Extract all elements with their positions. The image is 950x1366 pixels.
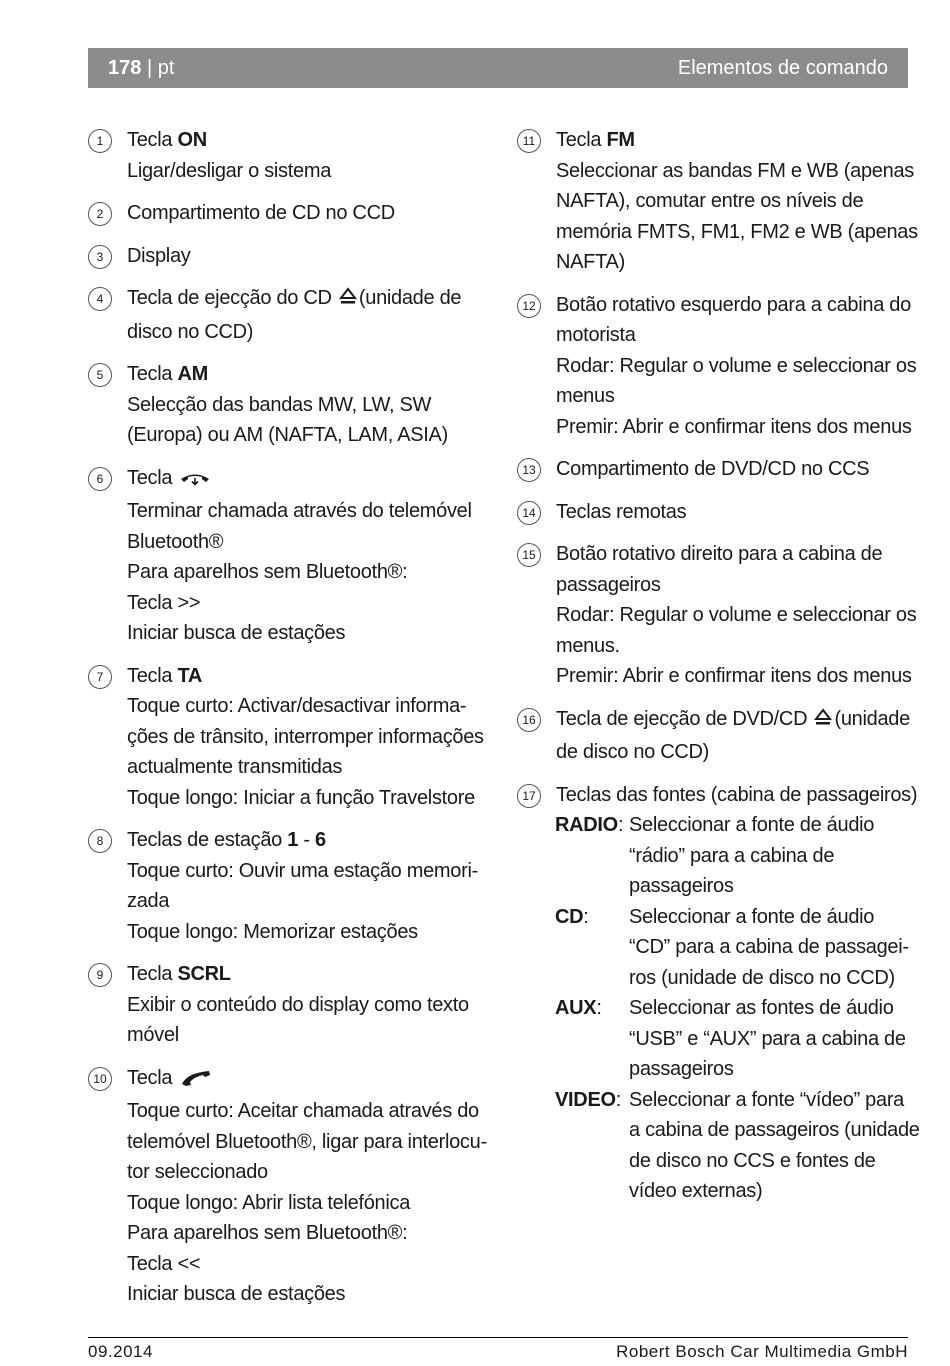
item-number: 8	[88, 829, 112, 853]
item-title: Botão rotativo direito para a cabina de	[556, 543, 883, 565]
item-text: ros (unidade de disco no CCD)	[629, 966, 895, 989]
item-title	[127, 959, 488, 990]
list-item	[88, 661, 488, 814]
key-name: RADIO	[555, 814, 618, 836]
item-text: menus	[556, 385, 615, 407]
item-number: 14	[517, 501, 541, 525]
item-number: 11	[517, 129, 541, 153]
item-number: 12	[517, 294, 541, 318]
key-name: AUX	[555, 997, 597, 1019]
item-text: Seleccionar a fonte de áudio	[629, 814, 875, 836]
list-item	[517, 290, 917, 443]
item-title	[127, 825, 488, 856]
definition-value	[629, 810, 917, 902]
item-number: 3	[88, 245, 112, 269]
item-text: Tecla	[127, 963, 178, 985]
key-name: TA	[177, 664, 203, 687]
definition-key	[555, 902, 629, 994]
item-text: (unidade de	[358, 287, 462, 309]
definition-aux	[555, 993, 917, 1085]
item-text: móvel	[127, 1024, 179, 1046]
item-text: tor seleccionado	[127, 1161, 268, 1183]
item-text: Tecla	[127, 363, 178, 385]
item-number: 16	[517, 708, 541, 732]
item-text: vídeo externas)	[629, 1180, 763, 1202]
key-name: VIDEO	[555, 1088, 616, 1111]
item-text: Tecla de ejecção de DVD/CD	[556, 707, 813, 730]
item-text: passageiros	[629, 1058, 734, 1080]
list-item	[517, 704, 917, 768]
item-number: 5	[88, 363, 112, 387]
key-colon: :	[596, 997, 602, 1019]
list-item	[88, 241, 488, 272]
definition-key	[555, 810, 629, 902]
item-title	[127, 1063, 488, 1097]
list-item	[88, 283, 488, 347]
item-title: Botão rotativo esquerdo para a cabina do	[556, 293, 911, 316]
item-title	[127, 661, 488, 692]
item-number: 10	[88, 1067, 112, 1091]
item-text: Tecla	[127, 466, 178, 489]
phone-hangup-icon	[179, 466, 211, 497]
item-text: Tecla >>	[127, 591, 201, 614]
item-text: “USB” e “AUX” para a cabina de	[629, 1027, 906, 1050]
item-number: 17	[517, 784, 541, 808]
item-text: Toque longo: Abrir lista telefónica	[127, 1191, 411, 1214]
definition-value	[629, 902, 917, 994]
page-number-group	[108, 57, 174, 80]
item-text: memória FMTS, FM1, FM2 e WB (apenas	[556, 220, 918, 243]
key-colon: :	[617, 814, 624, 836]
item-text: Tecla	[127, 129, 178, 151]
item-number: 7	[88, 665, 112, 689]
item-text: Teclas de estação	[127, 829, 288, 851]
item-text: Toque longo: Memorizar estações	[127, 920, 418, 943]
item-title	[556, 704, 917, 738]
definition-video	[555, 1085, 920, 1207]
item-text: “rádio” para a cabina de	[629, 844, 835, 867]
item-title: Compartimento de CD no CCD	[127, 202, 395, 224]
key-name: 6	[314, 829, 326, 851]
footer-divider	[88, 1337, 908, 1338]
list-item	[517, 780, 920, 1207]
item-text: NAFTA), comutar entre os níveis de	[556, 190, 864, 212]
item-text: Para aparelhos sem Bluetooth®:	[127, 561, 408, 583]
item-text: Tecla	[127, 664, 178, 687]
item-number: 9	[88, 963, 112, 987]
item-number: 4	[88, 287, 112, 311]
eject-icon	[339, 286, 357, 317]
item-title: Display	[127, 244, 191, 267]
definition-radio	[555, 810, 917, 902]
key-name: CD	[555, 905, 584, 928]
item-title: Teclas remotas	[556, 500, 687, 523]
key-name: AM	[177, 363, 208, 385]
header-separator: |	[146, 56, 153, 79]
definition-key	[555, 993, 629, 1085]
language-code: pt	[157, 56, 175, 79]
item-text: Rodar: Regular o volume e seleccionar os	[556, 604, 917, 626]
item-text: Tecla de ejecção do CD	[127, 287, 337, 309]
list-item	[88, 825, 488, 947]
item-text: Terminar chamada através do telemóvel	[127, 500, 472, 522]
list-item	[517, 125, 917, 278]
left-column	[88, 125, 488, 1322]
item-text: Toque curto: Aceitar chamada através do	[127, 1100, 479, 1122]
source-definitions	[555, 810, 920, 1207]
item-title: Teclas das fontes (cabina de passageiros)	[556, 783, 918, 806]
item-text: Toque curto: Ouvir uma estação memori-	[127, 859, 478, 882]
eject-icon	[814, 707, 832, 738]
item-title	[556, 125, 917, 156]
list-item	[88, 198, 488, 229]
item-text: Tecla	[556, 129, 607, 151]
item-text: Bluetooth®	[127, 530, 224, 553]
item-text: zada	[127, 890, 170, 912]
item-title: Compartimento de DVD/CD no CCS	[556, 458, 870, 480]
item-text: disco no CCD)	[127, 320, 254, 343]
item-text: Seleccionar as fontes de áudio	[629, 997, 894, 1019]
item-text: ções de trânsito, interromper informações	[127, 725, 484, 748]
item-text: Premir: Abrir e confirmar itens dos menus	[556, 665, 912, 687]
item-title	[127, 463, 488, 497]
item-text: Iniciar busca de estações	[127, 1283, 346, 1305]
section-title: Elementos de comando	[677, 56, 888, 79]
item-text: Tecla	[127, 1066, 178, 1089]
item-title	[127, 283, 488, 317]
key-name: SCRL	[177, 963, 231, 985]
item-text: passageiros	[629, 875, 734, 897]
item-text: Exibir o conteúdo do display como texto	[127, 993, 469, 1016]
item-number: 13	[517, 458, 541, 482]
list-item	[88, 125, 488, 186]
item-text: de disco no CCS e fontes de	[629, 1149, 876, 1172]
item-text: Tecla <<	[127, 1252, 201, 1275]
item-text: menus.	[556, 634, 620, 657]
item-text: de disco no CCD)	[556, 741, 710, 763]
definition-key	[555, 1085, 629, 1207]
list-item	[517, 454, 917, 485]
item-text: NAFTA)	[556, 251, 625, 273]
item-title	[127, 359, 488, 390]
item-text: Rodar: Regular o volume e seleccionar os	[556, 354, 917, 377]
list-item	[88, 463, 488, 649]
item-text: “CD” para a cabina de passagei-	[629, 936, 909, 958]
item-text: Para aparelhos sem Bluetooth®:	[127, 1222, 408, 1244]
list-item	[88, 959, 488, 1051]
item-title	[127, 125, 488, 156]
key-name: ON	[177, 129, 207, 151]
item-text: (unidade	[834, 707, 910, 730]
item-text: Seleccionar a fonte “vídeo” para	[629, 1088, 905, 1111]
list-item	[88, 359, 488, 451]
right-column	[517, 125, 920, 1219]
item-text: Toque curto: Activar/desactivar informa-	[127, 695, 467, 717]
item-text: telemóvel Bluetooth®, ligar para interlocu-	[127, 1130, 487, 1153]
item-text: (Europa) ou AM (NAFTA, LAM, ASIA)	[127, 424, 448, 446]
item-text: actualmente transmitidas	[127, 756, 343, 778]
list-item	[517, 539, 917, 692]
item-text: Iniciar busca de estações	[127, 622, 346, 644]
key-name: 1	[287, 829, 299, 851]
item-text: motorista	[556, 324, 636, 346]
footer-company: Robert Bosch Car Multimedia GmbH	[616, 1342, 908, 1361]
item-text: Toque longo: Iniciar a função Travelstore	[127, 786, 475, 809]
definition-value	[629, 1085, 920, 1207]
item-number: 2	[88, 202, 112, 226]
key-colon: :	[583, 905, 589, 928]
list-item	[88, 1063, 488, 1310]
page-header	[88, 48, 908, 88]
list-item	[517, 497, 917, 528]
key-colon: :	[615, 1088, 622, 1111]
page-number: 178	[108, 56, 142, 79]
item-text: -	[298, 829, 315, 851]
item-text: Premir: Abrir e confirmar itens dos menus	[556, 415, 912, 438]
item-text: Selecção das bandas MW, LW, SW	[127, 393, 432, 416]
definition-value	[629, 993, 917, 1085]
item-text: Seleccionar as bandas FM e WB (apenas	[556, 159, 914, 182]
item-text: Ligar/desligar o sistema	[127, 159, 332, 182]
item-number: 1	[88, 129, 112, 153]
footer-date: 09.2014	[88, 1342, 153, 1361]
definition-cd	[555, 902, 917, 994]
item-number: 6	[88, 467, 112, 491]
item-text: Seleccionar a fonte de áudio	[629, 905, 875, 928]
item-text: a cabina de passageiros (unidade	[629, 1119, 920, 1141]
phone-answer-icon	[179, 1066, 213, 1097]
item-text: passageiros	[556, 573, 661, 596]
key-name: FM	[606, 129, 635, 151]
item-number: 15	[517, 543, 541, 567]
